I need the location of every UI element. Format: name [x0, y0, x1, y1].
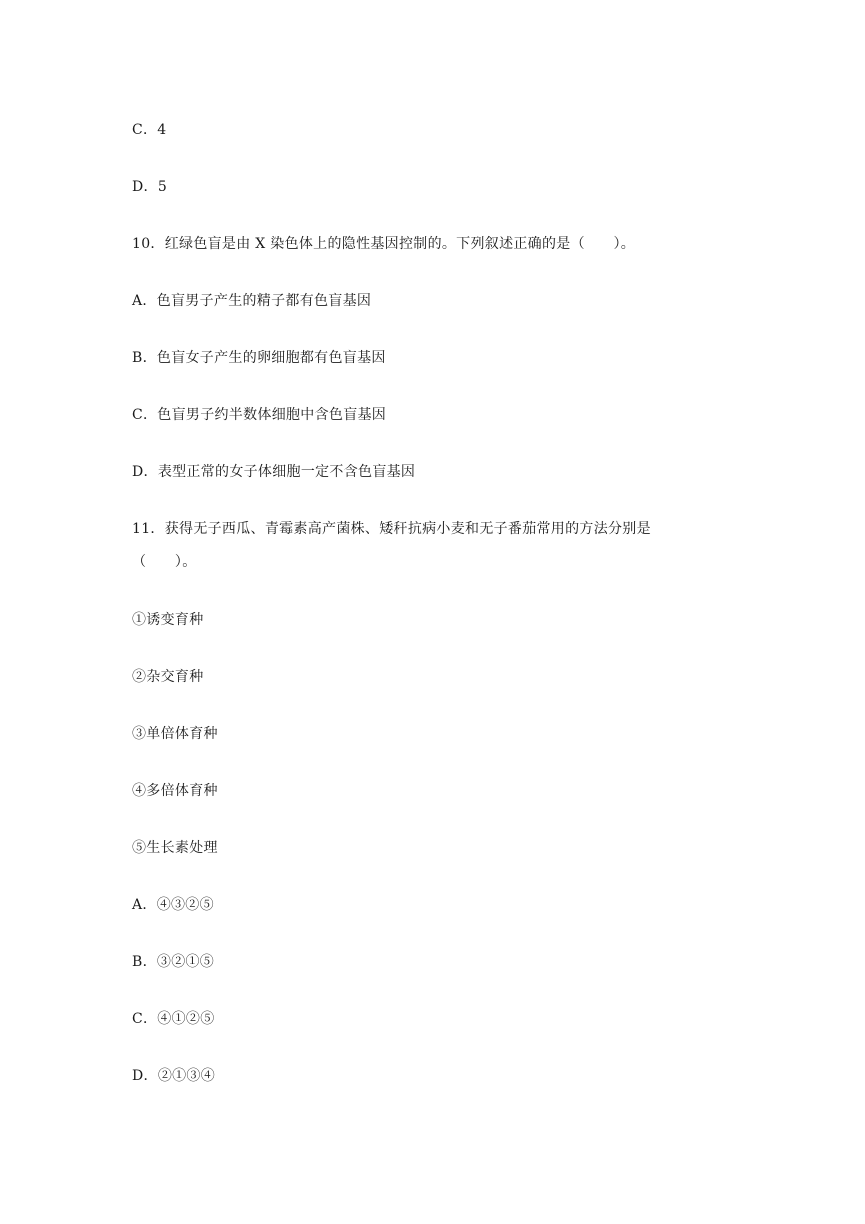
q11-stem-line1: 11．获得无子西瓜、青霉素高产菌株、矮秆抗病小麦和无子番茄常用的方法分别是	[132, 521, 651, 537]
q10-option-a: A．色盲男子产生的精子都有色盲基因	[132, 293, 372, 309]
q11-option-a: A．④③②⑤	[132, 897, 214, 913]
q11-item-4: ④多倍体育种	[132, 783, 218, 799]
q10-option-d: D．表型正常的女子体细胞一定不含色盲基因	[132, 464, 416, 480]
q11-option-b: B．③②①⑤	[132, 954, 215, 970]
q11-item-5: ⑤生长素处理	[132, 840, 218, 856]
q11-option-c: C．④①②⑤	[132, 1011, 215, 1027]
q9-option-d: D．5	[132, 179, 168, 195]
q11-stem-line2: （ ）。	[132, 554, 197, 570]
q11-item-3: ③单倍体育种	[132, 726, 218, 742]
q10-stem: 10．红绿色盲是由 X 染色体上的隐性基因控制的。下列叙述正确的是（ ）。	[132, 236, 636, 252]
q11-item-1: ①诱变育种	[132, 612, 204, 628]
q10-option-b: B．色盲女子产生的卵细胞都有色盲基因	[132, 350, 386, 366]
q10-option-c: C．色盲男子约半数体细胞中含色盲基因	[132, 407, 387, 423]
q11-item-2: ②杂交育种	[132, 669, 204, 685]
q11-option-d: D．②①③④	[132, 1068, 216, 1084]
q9-option-c: C．4	[132, 122, 167, 138]
